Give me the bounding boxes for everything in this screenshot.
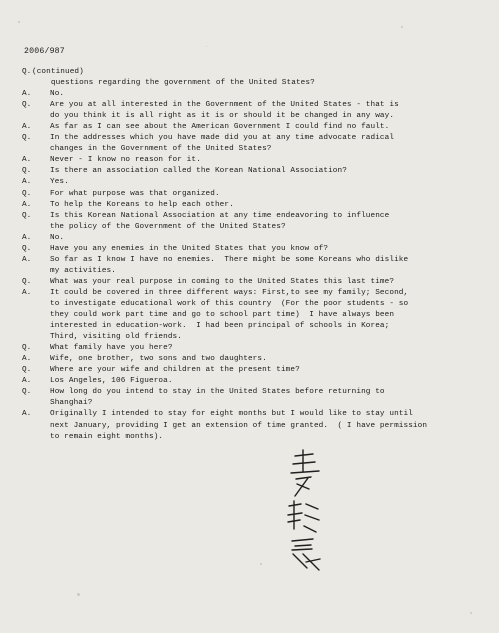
qa-entry (22, 387, 492, 409)
qa-marker: A. (22, 156, 32, 165)
qa-text: As far as I can see about the American Government I could find no fault. (50, 123, 390, 132)
qa-entry (22, 244, 492, 255)
qa-entry (22, 255, 492, 277)
qa-text: Is this Korean National Association at any time endeavoring to influence the policy of the Government of the United States? (50, 211, 390, 231)
qa-entry (22, 133, 492, 155)
qa-entry (22, 67, 492, 89)
qa-text: It could be covered in three different ways: First,to see my family; Second, to investigate educational work of this country (For the poor students - so they could work part time and go to school part time) I have always been interested in education-work. I had been principal of schools in Korea; Third, visiting old friends. (50, 288, 409, 342)
qa-entry (22, 200, 492, 211)
qa-text: What was your real purpose in coming to the United States this last time? (50, 277, 395, 286)
paper-speck (470, 612, 472, 614)
paper-speck (260, 563, 262, 565)
qa-entry (22, 277, 492, 288)
qa-entry (22, 343, 492, 354)
qa-entry (22, 409, 492, 442)
qa-marker: A. (22, 255, 32, 264)
qa-entry (22, 211, 492, 233)
qa-marker: A. (22, 90, 32, 99)
paper-speck (77, 593, 80, 596)
qa-marker: Q. (22, 68, 32, 76)
qa-entry (22, 100, 492, 122)
qa-marker: A. (22, 178, 32, 187)
qa-marker: Q. (22, 366, 32, 375)
qa-entry (22, 122, 492, 133)
qa-text: Yes. (50, 178, 69, 187)
qa-marker: A. (22, 410, 32, 419)
qa-entry (22, 288, 492, 343)
file-number: 2006/987 (24, 47, 65, 56)
paper-speck (206, 46, 207, 47)
qa-marker: Q. (22, 388, 32, 397)
qa-marker: A. (22, 355, 32, 364)
qa-text: Have you any enemies in the United States that you know of? (50, 244, 329, 253)
qa-marker: A. (22, 377, 32, 386)
qa-text: Is there an association called the Korean National Association? (50, 167, 347, 176)
qa-marker: Q. (22, 189, 32, 198)
qa-marker: A. (22, 288, 32, 297)
handwritten-signature (275, 446, 335, 581)
qa-text: Where are your wife and children at the present time? (50, 366, 300, 375)
qa-entry (22, 89, 492, 100)
qa-marker: Q. (22, 344, 32, 353)
interview-transcript (22, 67, 492, 443)
qa-text: For what purpose was that organized. (50, 189, 220, 198)
qa-marker: A. (22, 233, 32, 242)
qa-text: No. (50, 233, 65, 242)
qa-marker: A. (22, 200, 32, 209)
paper-speck (18, 21, 20, 23)
qa-text: So far as I know I have no enemies. There might be some Koreans who dislike my activities. (50, 255, 409, 275)
qa-entry (22, 177, 492, 188)
qa-marker: Q. (22, 277, 32, 286)
qa-marker: Q. (22, 167, 32, 176)
qa-text: Wife, one brother, two sons and two daughters. (50, 355, 267, 364)
qa-text: Never - I know no reason for it. (50, 156, 201, 165)
qa-marker: Q. (22, 244, 32, 253)
qa-entry (22, 376, 492, 387)
qa-entry (22, 189, 492, 200)
qa-text: Originally I intended to stay for eight months but I would like to stay until next January, providing I get an extension of time granted. ( I have permission to remain eight months). (50, 410, 428, 441)
qa-entry (22, 166, 492, 177)
qa-text: No. (50, 90, 65, 99)
qa-marker: Q. (22, 211, 32, 220)
qa-marker: Q. (22, 134, 32, 143)
qa-text: To help the Koreans to help each other. (50, 200, 234, 209)
qa-text: Are you at all interested in the Government of the United States - that is do you think it is all right as it is or should it be changed in any way. (50, 101, 399, 121)
qa-entry (22, 155, 492, 166)
qa-text: Los Angeles, 106 Figueroa. (50, 377, 173, 386)
qa-entry (22, 365, 492, 376)
qa-text: How long do you intend to stay in the United States before returning to Shanghai? (50, 388, 385, 408)
qa-text: (continued) questions regarding the government of the United States? (32, 68, 315, 88)
qa-marker: Q. (22, 101, 32, 110)
qa-marker: A. (22, 123, 32, 132)
qa-entry (22, 233, 492, 244)
qa-text: What family have you here? (50, 344, 173, 353)
qa-text: In the addresses which you have made did you at any time advocate radical changes in the Government of the United States? (50, 134, 395, 154)
paper-speck (401, 26, 403, 28)
qa-entry (22, 354, 492, 365)
